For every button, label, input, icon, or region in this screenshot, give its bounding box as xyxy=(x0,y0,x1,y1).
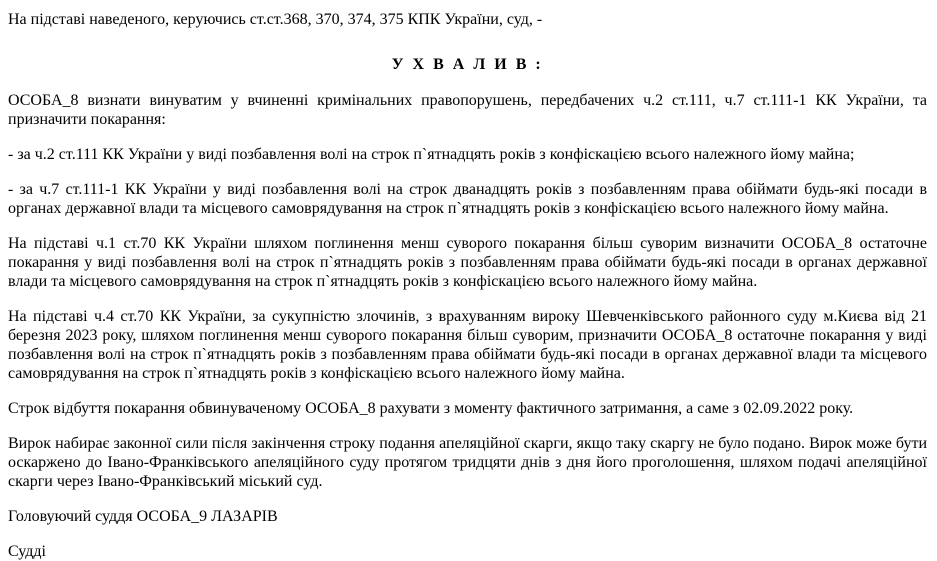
paragraph-art70-part1: На підставі ч.1 ст.70 КК України шляхом поглинення менш суворого покарання більш суворим визначити ОСОБА_8 остаточне покарання у виді позбавлення волі на строк п`ятнадцять років з позбавленням права обіймати будь-які посади в органах державної влади та місцевого самоврядування на строк п`ятнадцять років з конфіскацією всього належного йому майна. xyxy=(8,235,927,290)
paragraph-penalty-1: - за ч.2 ст.111 КК України у виді позбавлення волі на строк п`ятнадцять років з конфіскацією всього належного йому майна; xyxy=(8,146,855,163)
presiding-judge: Головуючий суддя ОСОБА_9 ЛАЗАРІВ xyxy=(8,508,278,525)
paragraph-verdict: ОСОБА_8 визнати винуватим у вчиненні кримінальних правопорушень, передбачених ч.2 ст.111, ч.7 ст.111-1 КК України, та призначити покарання: xyxy=(8,92,927,128)
intro-text: На підставі наведеного, керуючись ст.ст.368, 370, 374, 375 КПК України, суд, - xyxy=(8,11,543,28)
paragraph-appeal: Вирок набирає законної сили після закінчення строку подання апеляційної скарги, якщо таку скаргу не було подано. Вирок може бути оскаржено до Івано-Франківського апеляційного суду протягом тридцяти днів з дня його проголошення, шляхом подачі апеляційної скарги через Івано-Франківський міський суд. xyxy=(8,435,927,490)
ruling-heading: У Х В А Л И В : xyxy=(391,56,544,73)
paragraph-sentence-start: Строк відбуття покарання обвинуваченому ОСОБА_8 рахувати з моменту фактичного затримання, а саме з 02.09.2022 року. xyxy=(8,400,854,417)
paragraph-art70-part4: На підставі ч.4 ст.70 КК України, за сукупністю злочинів, з врахуванням вироку Шевченківського районного суду м.Києва від 21 березня 2023 року, шляхом поглинення менш суворого покарання більш суворим, призначити ОСОБА_8 остаточне покарання у виді позбавлення волі на строк п`ятнадцять років з позбавленням права обіймати будь-які посади в органах державної влади та місцевого самоврядування на строк п`ятнадцять років з конфіскацією всього належного йому майна. xyxy=(8,308,927,382)
paragraph-penalty-2: - за ч.7 ст.111-1 КК України у виді позбавлення волі на строк дванадцять років з позбавленням права обіймати будь-які посади в органах державної влади та місцевого самоврядування на строк п`ятнадцять років з конфіскацією всього належного йому майна. xyxy=(8,181,927,217)
judges-label: Судді xyxy=(8,543,46,560)
